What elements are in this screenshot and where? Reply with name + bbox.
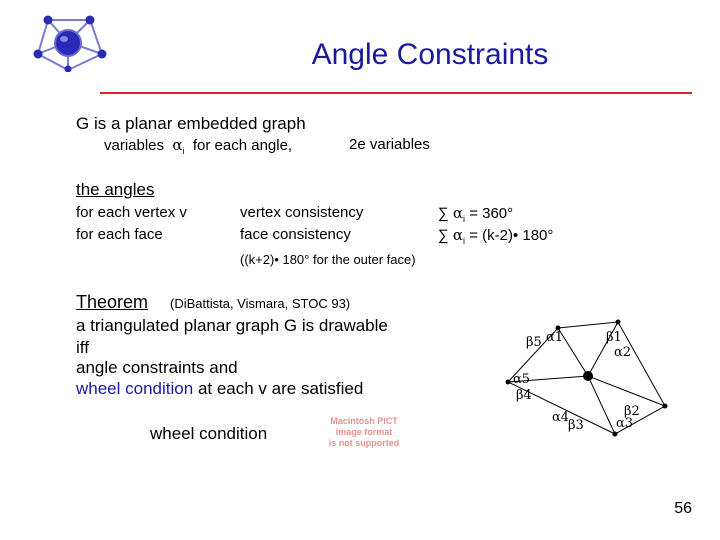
theorem-line-4: wheel condition at each v are satisfied — [76, 379, 364, 398]
page-number: 56 — [674, 500, 692, 517]
diagram-label-beta5: β5 — [526, 335, 542, 350]
title-divider — [100, 92, 692, 94]
outer-face-note: ((k+2)• 180° for the outer face) — [240, 252, 416, 267]
face-consistency-formula: ∑ $\alpha_i$ = (k-2)• 180° — [438, 226, 554, 246]
vertex-row-label: for each vertex v — [76, 204, 187, 221]
theorem-citation: (DiBattista, Vismara, STOC 93) — [170, 296, 351, 311]
page-title: Angle Constraints — [311, 38, 549, 71]
face-row-label: for each face — [76, 226, 163, 243]
face-consistency-label: face consistency — [240, 226, 351, 243]
diagram-label-alpha3: α3 — [616, 416, 634, 431]
intro-line-1: G is a planar embedded graph — [76, 114, 306, 133]
vertex-consistency-label: vertex consistency — [240, 204, 364, 221]
diagram-label-alpha2: α2 — [614, 345, 632, 360]
vertex-consistency-formula: ∑ $\alpha_i = 360^\circ$ — [438, 204, 514, 224]
diagram-label-beta1: β1 — [606, 330, 622, 345]
diagram-label-beta3: β3 — [568, 418, 584, 433]
pict-placeholder: Macintosh PICT image format is not supported — [328, 416, 400, 448]
theorem-line-1: a triangulated planar graph G is drawable — [76, 316, 388, 335]
diagram-label-beta4: β4 — [516, 388, 532, 403]
angles-heading: the angles — [76, 180, 155, 199]
theorem-line-2: iff — [76, 338, 89, 357]
theorem-line-3: angle constraints and — [76, 358, 238, 377]
diagram-label-alpha1: α1 — [546, 330, 564, 345]
diagram-label-alpha4: α4 — [552, 410, 570, 425]
intro-variable-count: 2e variables — [349, 136, 430, 153]
intro-line-2: variables $\alpha_i$ for each angle, — [104, 136, 293, 156]
wheel-center-vertex — [583, 371, 593, 381]
diagram-label-beta2: β2 — [624, 404, 640, 419]
diagram-label-alpha5: α5 — [513, 372, 531, 387]
wheel-condition-link[interactable]: wheel condition — [76, 379, 194, 398]
wheel-condition-label: wheel condition — [150, 424, 268, 443]
theorem-heading: Theorem — [76, 292, 149, 312]
